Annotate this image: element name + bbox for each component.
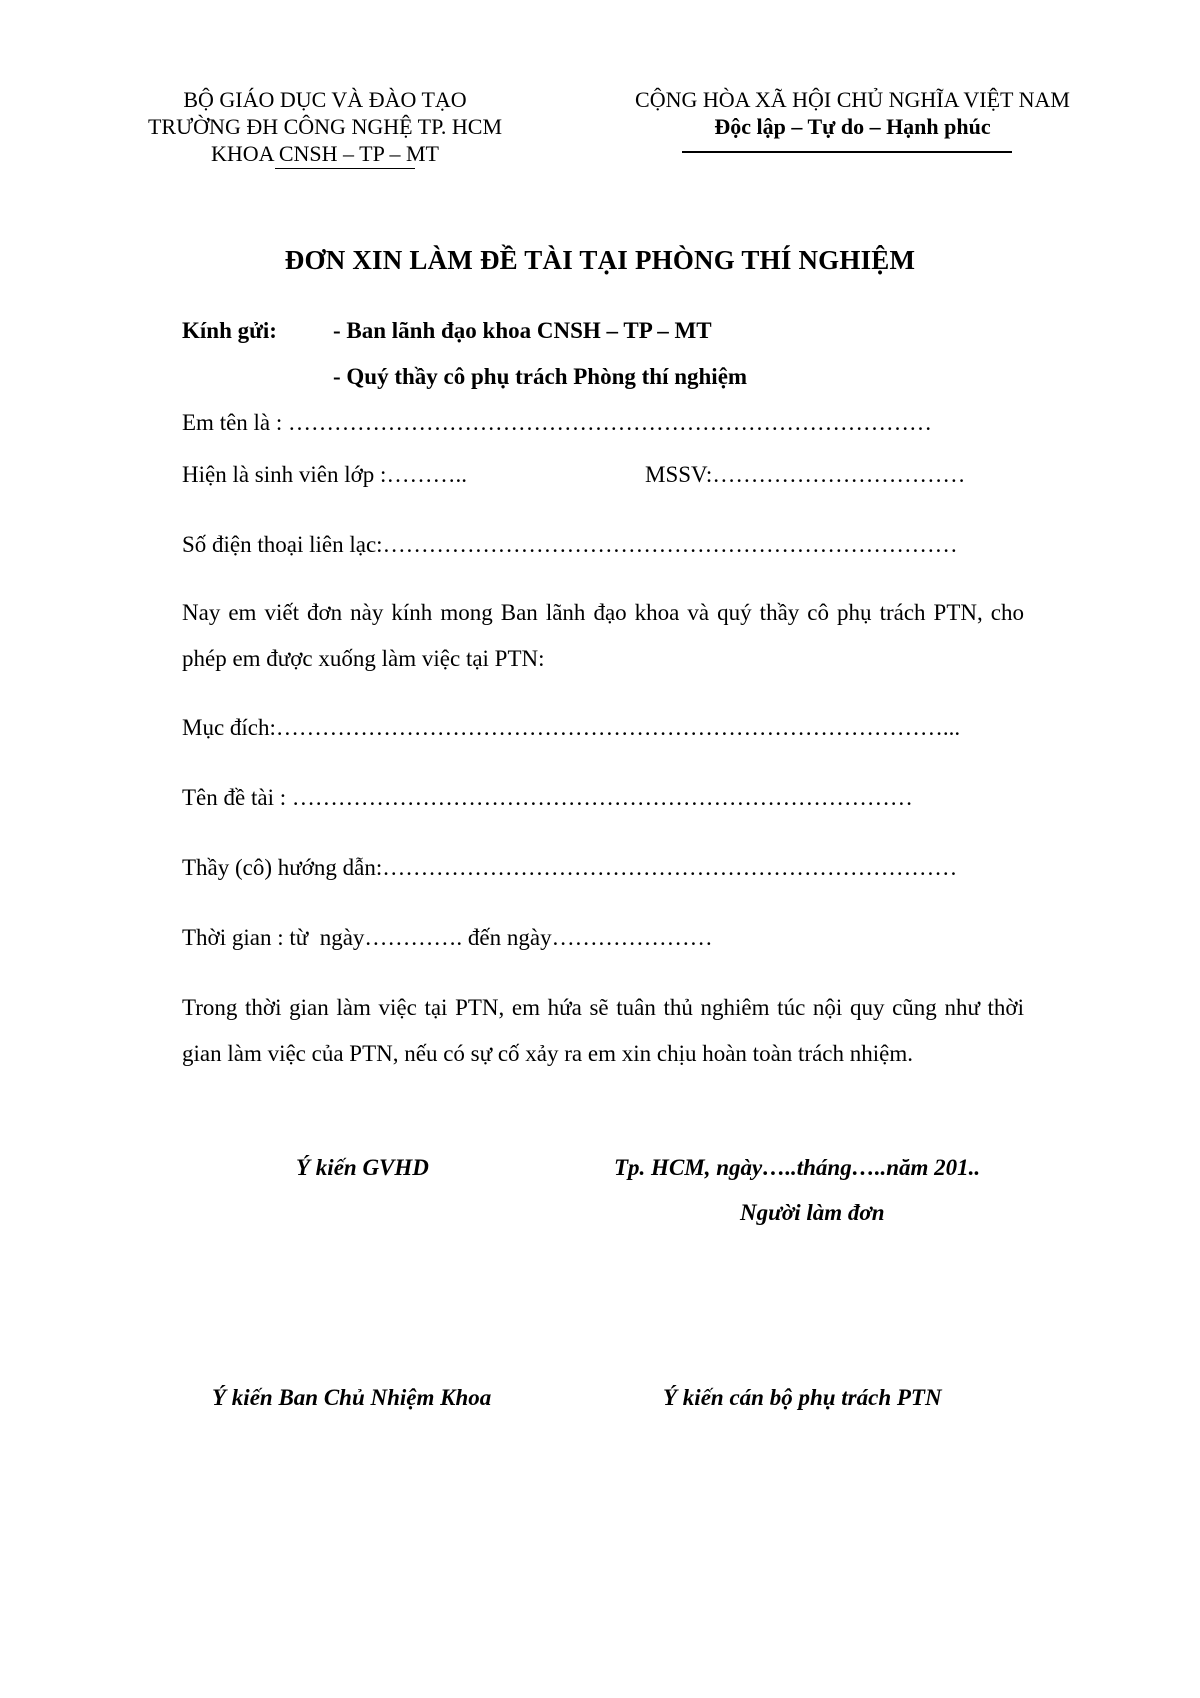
purpose-field: Mục đích:……………………………………………………………………………... — [182, 715, 961, 740]
commitment-paragraph: Trong thời gian làm việc tại PTN, em hứa sẽ tuân thủ nghiêm túc nội quy cũng như thời gian làm việc của PTN, nếu có sự cố xảy ra em xin chịu hoàn toàn trách nhiệm. — [182, 995, 1024, 1066]
faculty-underline — [275, 168, 415, 169]
national-header — [585, 86, 1120, 140]
period-field: Thời gian : từ ngày…………. đến ngày………………… — [182, 925, 713, 950]
institution-header — [130, 86, 520, 167]
document-title: ĐƠN XIN LÀM ĐỀ TÀI TẠI PHÒNG THÍ NGHIỆM — [284, 245, 916, 275]
date-line: Tp. HCM, ngày…..tháng…..năm 201.. — [614, 1155, 981, 1180]
recipient-item: - Quý thầy cô phụ trách Phòng thí nghiệm — [333, 364, 748, 389]
topic-field: Tên đề tài : ……………………………………………………………………… — [182, 785, 913, 810]
country-name: CỘNG HÒA XÃ HỘI CHỦ NGHĨA VIỆT NAM — [635, 87, 1070, 112]
phone-field: Số điện thoại liên lạc:………………………………………………………………… — [182, 532, 958, 557]
class-field: Hiện là sinh viên lớp :……….. — [182, 462, 467, 487]
ministry-name: BỘ GIÁO DỤC VÀ ĐÀO TẠO — [183, 87, 467, 112]
recipient-item: - Ban lãnh đạo khoa CNSH – TP – MT — [333, 318, 712, 343]
recipients-label: Kính gửi: — [182, 318, 277, 343]
university-name: TRƯỜNG ĐH CÔNG NGHỆ TP. HCM — [147, 114, 503, 139]
motto-underline — [682, 151, 1012, 153]
name-field: Em tên là : ………………………………………………………………………… — [182, 410, 933, 435]
request-paragraph: Nay em viết đơn này kính mong Ban lãnh đạo khoa và quý thầy cô phụ trách PTN, cho phép em được xuống làm việc tại PTN: — [182, 600, 1024, 671]
advisor-field: Thầy (cô) hướng dẫn:………………………………………………………………… — [182, 855, 958, 880]
faculty-name: KHOA CNSH – TP – MT — [211, 141, 439, 166]
advisor-opinion-label: Ý kiến GVHD — [296, 1155, 429, 1180]
applicant-label: Người làm đơn — [740, 1200, 885, 1225]
student-id-field: MSSV:…………………………… — [645, 462, 966, 487]
national-motto: Độc lập – Tự do – Hạnh phúc — [714, 114, 991, 139]
lab-opinion-label: Ý kiến cán bộ phụ trách PTN — [663, 1385, 942, 1410]
faculty-opinion-label: Ý kiến Ban Chủ Nhiệm Khoa — [212, 1385, 492, 1410]
